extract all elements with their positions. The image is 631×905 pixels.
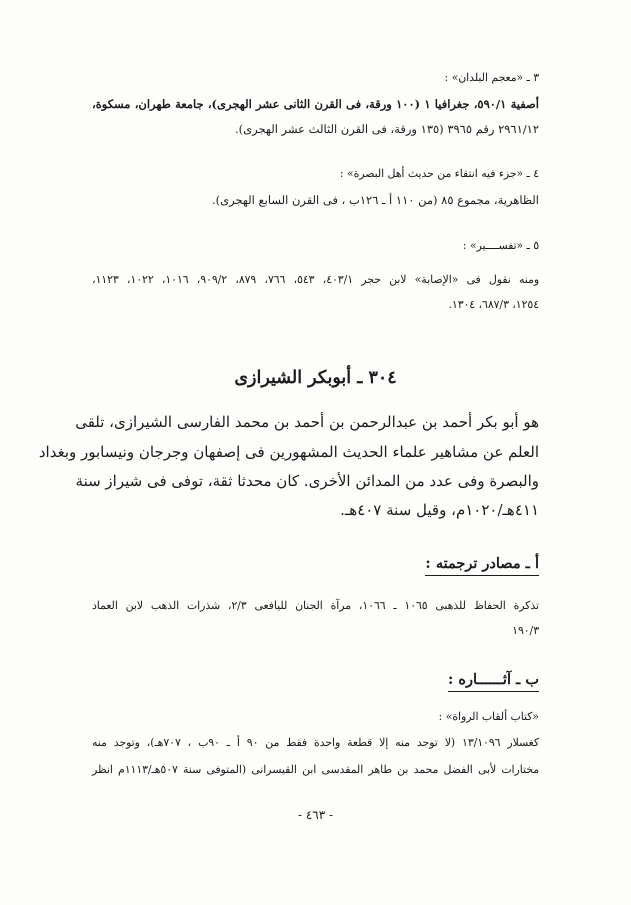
source-5-heading: ٥ ـ «تفســــير» : bbox=[462, 239, 539, 252]
source-5-line-2: ١٢٥٤، ٦٨٧/٣، ١٣٠٤. bbox=[448, 298, 539, 311]
section-b-heading-text: ب ـ آثــــــاره : bbox=[448, 671, 539, 692]
section-a-heading bbox=[92, 555, 539, 576]
source-3-heading: ٣ ـ «معجم البلدان» : bbox=[444, 71, 539, 84]
entry-bio-line-4: ٤١١هـ/١٠٢٠م، وقيل سنة ٤٠٧هـ. bbox=[340, 501, 539, 519]
section-b-heading bbox=[92, 671, 539, 692]
source-4-line-1: الظاهرية، مجموع ٨٥ (من ١١٠ أ ـ ١٢٦ب ، فى القرن السابع الهجرى). bbox=[211, 193, 539, 207]
source-3-line-1: أصفية ٥٩٠/١، جغرافيا ١ (١٠٠ ورقة، فى القرن الثانى عشر الهجرى)، جامعة طهران، مسكوة، bbox=[92, 97, 539, 111]
source-5-line-1: ومنه نقول فى «الإصابة» لابن حجر ٤٠٣/١، ٥٤٣، ٧٦٦، ٨٧٩، ٩٠٩/٢، ١٠١٦، ١٠٢٢، ١١٢٣، bbox=[92, 273, 540, 286]
section-b-line-2: مختارات لأبى الفضل محمد بن طاهر المقدسى ابن القيسرانى (المتوفى سنة ٥٠٧هـ/١١١٣م انظر bbox=[92, 763, 540, 776]
section-a-line-1: تذكرة الحفاظ للذهبى ١٠٦٥ ـ ١٠٦٦، مرآة الجنان لليافعى ٢/٣، شذرات الذهب لابن العماد bbox=[92, 599, 539, 612]
section-b-item-title: «كتاب ألقاب الرواة» : bbox=[438, 710, 539, 723]
entry-bio-line-3: والبصرة وفى عدد من المدائن الأخرى. كان محدثا ثقة، توفى فى شيراز سنة bbox=[75, 472, 539, 490]
page-number: - ٤٦٣ - bbox=[297, 808, 334, 822]
source-3-line-2: ٢٩٦١/١٢ رقم ٣٩٦٥ (١٣٥ ورقة، فى القرن الثالث عشر الهجرى). bbox=[234, 122, 539, 136]
entry-bio-line-1: هو أبو بكر أحمد بن عبدالرحمن بن أحمد بن محمد الفارسى الشيرازى، تلقى bbox=[75, 413, 539, 431]
section-a-line-2: ١٩٠/٣ bbox=[512, 624, 539, 637]
section-b-line-1: كغسلار ١٣/١٠٩٦ (لا توجد منه إلا قطعة واحدة فقط من ٩٠ أ ـ ٩٠ب ، ٧٠٧هـ)، وتوجد منه bbox=[92, 736, 540, 749]
source-4-heading: ٤ ـ «جزء فيه انتقاء من حديث أهل البصرة» : bbox=[339, 167, 539, 180]
entry-title: ٣٠٤ ـ أبوبكر الشيرازى bbox=[234, 368, 397, 388]
entry-bio-line-2: العلم عن مشاهير علماء الحديث المشهورين فى إصفهان وجرجان ونيسابور وبغداد bbox=[38, 443, 539, 461]
section-a-heading-text: أ ـ مصادر ترجمته : bbox=[425, 555, 539, 576]
